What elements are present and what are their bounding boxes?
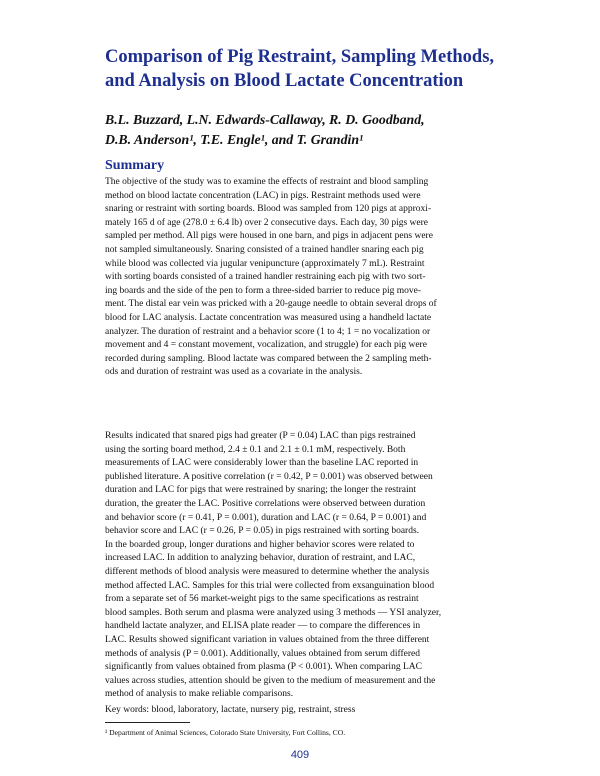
title-line: Comparison of Pig Restraint, Sampling Methods, xyxy=(105,47,495,67)
title-line: and Analysis on Blood Lactate Concentration xyxy=(105,71,464,91)
text-line: LAC. Results showed significant variation in values obtained from the three different xyxy=(105,634,430,645)
author-line: B.L. Buzzard, L.N. Edwards-Callaway, R. D. Goodband, xyxy=(105,112,425,127)
text-line: values across studies, attention should be given to the medium of measurement and the xyxy=(105,675,436,686)
text-line: increased LAC. In addition to analyzing behavior, duration of restraint, and LAC, xyxy=(105,553,416,564)
text-line: mately 165 d of age (278.0 ± 6.4 lb) over 2 consecutive days. Each day, 30 pigs were xyxy=(105,217,429,228)
text-line: and behavior score (r = 0.41, P = 0.001), duration and LAC (r = 0.64, P = 0.001) and xyxy=(105,512,427,523)
summary-heading: Summary xyxy=(105,158,165,173)
text-line: different methods of blood analysis were measured to determine whether the analysis xyxy=(105,566,430,577)
text-line: with sorting boards consisted of a trained handler restraining each pig with two sort- xyxy=(105,272,426,283)
text-line: In the boarded group, longer durations and higher behavior scores were related to xyxy=(105,539,415,550)
author-line: D.B. Anderson¹, T.E. Engle¹, and T. Grandin¹ xyxy=(105,132,364,147)
text-line: movement and 4 = constant movement, vocalization, and struggle) for each pig were xyxy=(105,340,427,351)
text-line: blood samples. Both serum and plasma were analyzed using 3 methods — YSI analyzer, xyxy=(105,607,442,618)
text-line: duration and LAC for pigs that were restrained by snaring; the longer the restraint xyxy=(105,485,417,496)
text-line: ods and duration of restraint was used as a covariate in the analysis. xyxy=(105,367,363,378)
text-line: method of analysis to make reliable comparisons. xyxy=(105,689,294,700)
text-line: sampled per method. All pigs were housed in one barn, and pigs in adjacent pens were xyxy=(105,231,433,242)
text-line: analyzer. The duration of restraint and a behavior score (1 to 4; 1 = no vocalization or xyxy=(105,326,431,337)
text-line: not sampled simultaneously. Snaring consisted of a trained handler snaring each pig xyxy=(105,244,424,255)
text-line: significantly from values obtained from plasma (P < 0.001). When comparing LAC xyxy=(105,662,422,673)
paper-title xyxy=(105,45,505,93)
text-line: recorded during sampling. Blood lactate was compared between the 2 sampling meth- xyxy=(105,353,432,364)
text-line: handheld lactate analyzer, and ELISA plate reader — to compare the differences in xyxy=(105,621,421,632)
text-line: ing boards and the side of the pen to form a three-sided barrier to reduce pig move- xyxy=(105,285,422,296)
text-line: behavior score and LAC (r = 0.26, P = 0.05) in pigs restrained with sorting boards. xyxy=(105,526,420,537)
text-line: using the sorting board method, 2.4 ± 0.1 and 2.1 ± 0.1 mM, respectively. Both xyxy=(105,444,406,455)
summary-paragraph-1 xyxy=(105,176,505,380)
author-list xyxy=(105,110,525,150)
text-line: Results indicated that snared pigs had greater (P = 0.04) LAC than pigs restrained xyxy=(105,431,416,441)
text-line: published literature. A positive correlation (r = 0.42, P = 0.001) was observed between xyxy=(105,471,433,482)
footnote: ¹ Department of Animal Sciences, Colorado State University, Fort Collins, CO. xyxy=(105,728,346,737)
text-line: duration, the greater the LAC. Positive correlations were observed between duration xyxy=(105,498,426,509)
text-line: snaring or restraint with sorting boards. Blood was sampled from 120 pigs at approxi- xyxy=(105,204,432,215)
text-line: The objective of the study was to examine the effects of restraint and blood sampling xyxy=(105,177,429,187)
text-line: methods of analysis (P = 0.001). Additionally, values obtained from serum differed xyxy=(105,648,421,659)
text-line: method on blood lactate concentration (LAC) in pigs. Restraint methods used were xyxy=(105,190,421,201)
footnote-divider xyxy=(105,722,190,723)
text-line: from a separate set of 56 market-weight pigs to the same specifications as restraint xyxy=(105,594,419,605)
text-line: method affected LAC. Samples for this trial were collected from exsanguination blood xyxy=(105,580,435,591)
text-line: while blood was collected via jugular venipuncture (approximately 7 mL). Restraint xyxy=(105,258,425,269)
summary-paragraph-2 xyxy=(105,430,505,702)
text-line: ment. The distal ear vein was pricked with a 20-gauge needle to obtain several drops of xyxy=(105,299,437,310)
page-number: 409 xyxy=(290,749,310,761)
keywords: Key words: blood, laboratory, lactate, nursery pig, restraint, stress xyxy=(105,705,356,715)
text-line: blood for LAC analysis. Lactate concentration was measured using a handheld lactate xyxy=(105,312,432,323)
text-line: measurements of LAC were considerably lower than the baseline LAC reported in xyxy=(105,458,419,469)
